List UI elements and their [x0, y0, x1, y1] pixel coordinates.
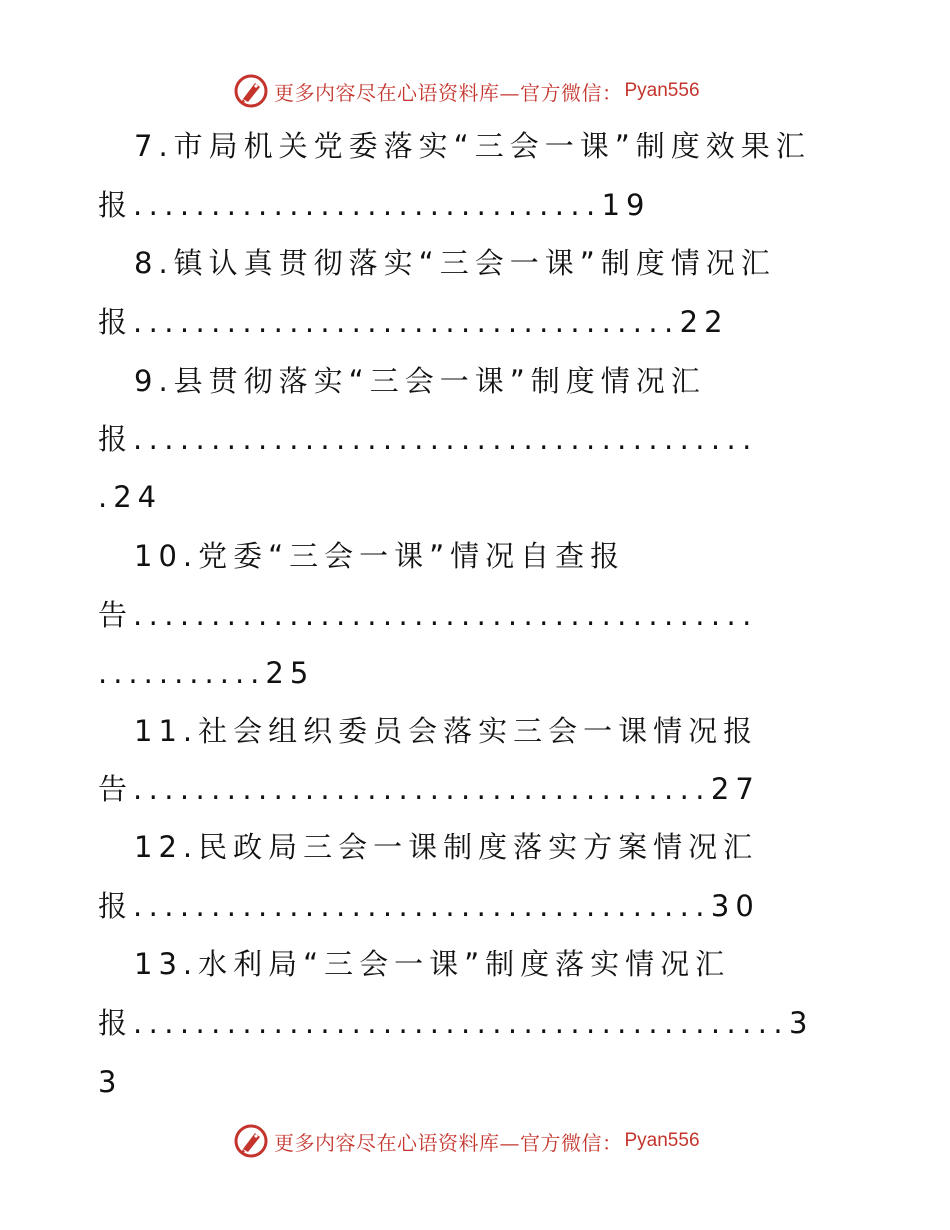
toc-leader-char: 报: [98, 188, 134, 222]
toc-dot-leader: .....................................: [133, 889, 711, 923]
toc-leader-char: 报: [98, 1006, 134, 1040]
toc-page-number: 3: [788, 1006, 814, 1040]
toc-dot-leader: .....................................: [133, 772, 711, 806]
toc-leader-char: 报: [98, 422, 134, 456]
toc-entry-title: 11.社会组织委员会落实三会一课情况报: [134, 714, 759, 748]
toc-page-continuation: ...........25: [98, 656, 315, 690]
pen-logo-icon: [234, 1124, 268, 1158]
toc-entry-leader-line: [98, 881, 760, 931]
header-wechat-id: Pyan556: [624, 80, 700, 101]
toc-entry-title: 8.镇认真贯彻落实“三会一课”制度情况汇: [134, 246, 776, 280]
toc-entry-title: 10.党委“三会一课”情况自查报: [134, 539, 626, 573]
toc-leader-char: 报: [98, 305, 134, 339]
toc-dot-leader: ........................................: [133, 422, 758, 456]
toc-entry-title: 9.县贯彻落实“三会一课”制度情况汇: [134, 364, 706, 398]
toc-entry-title: 7.市局机关党委落实“三会一课”制度效果汇: [134, 129, 811, 163]
toc-entry-leader-line: [98, 998, 813, 1048]
toc-entry-title: 13.水利局“三会一课”制度落实情况汇: [134, 947, 731, 981]
toc-entry-leader-line: [98, 180, 650, 230]
footer-wechat-id: Pyan556: [624, 1130, 700, 1151]
toc-page-number: 30: [710, 889, 760, 923]
toc-dot-leader: ..............................: [133, 188, 602, 222]
toc-entry-leader-line: [98, 414, 758, 464]
toc-page-number: 19: [601, 188, 651, 222]
toc-entry-title: 12.民政局三会一课制度落实方案情况汇: [134, 830, 759, 864]
header-banner-text: 更多内容尽在心语资料库—官方微信：: [274, 80, 623, 105]
toc-leader-char: 告: [98, 772, 134, 806]
header-banner: [234, 73, 714, 109]
footer-banner: [234, 1123, 714, 1159]
toc-leader-char: 报: [98, 889, 134, 923]
toc-entry-leader-line: [98, 297, 729, 347]
pen-logo-icon: [234, 74, 268, 108]
toc-dot-leader: ...................................: [133, 305, 680, 339]
toc-dot-leader: ........................................: [133, 598, 758, 632]
footer-banner-text: 更多内容尽在心语资料库—官方微信：: [274, 1130, 623, 1155]
toc-page-continuation: .24: [98, 480, 163, 514]
toc-dot-leader: ..........................................: [133, 1006, 789, 1040]
toc-page-continuation: 3: [98, 1065, 123, 1099]
toc-entry-leader-line: [98, 590, 758, 640]
toc-leader-char: 告: [98, 598, 134, 632]
toc-entry-leader-line: [98, 764, 760, 814]
toc-page-number: 27: [710, 772, 760, 806]
toc-page-number: 22: [679, 305, 729, 339]
